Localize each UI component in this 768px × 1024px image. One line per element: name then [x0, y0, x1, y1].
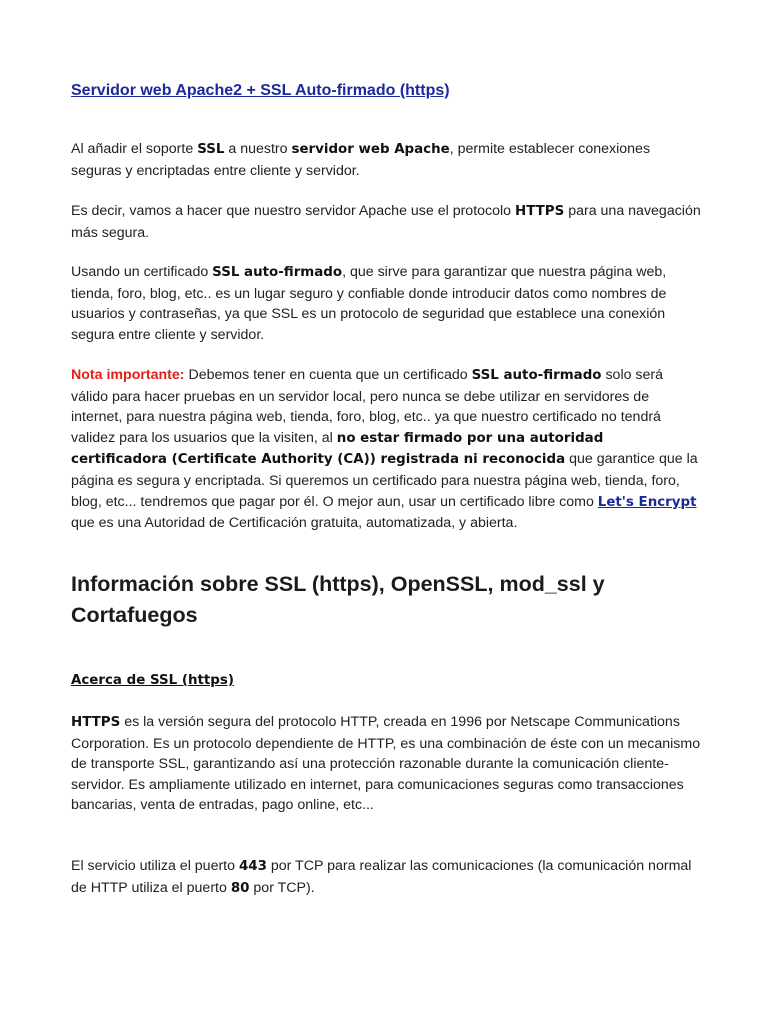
text-span: es la versión segura del protocolo HTTP, creada en 1996 por Netscape Communications Corporation. Es un protocolo dependiente de HTTP, es una combinación de éste con un mecanismo de transporte SSL, garantizando así una protección razonable durante la comunicación cliente-servidor. Es ampliamente utilizado en internet, para comunicaciones seguras como transacciones bancarias, venta de entradas, pago online, etc... [71, 714, 701, 814]
https-paragraph [71, 201, 701, 243]
section-heading: Información sobre SSL (https), OpenSSL, mod_ssl y Cortafuegos [71, 572, 605, 627]
text-span: que garantice que la página es segura y encriptada. Si queremos un certificado para nuestra página web, tienda, foro, blog, etc... tendremos que pagar por él. O mejor aun, usar un certificado libre como [71, 451, 698, 510]
note-label: Nota importante: [71, 367, 185, 383]
text-span: por TCP). [249, 879, 315, 896]
bold-https: HTTPS [515, 204, 565, 219]
text-span: Al añadir el soporte [71, 141, 198, 157]
bold-https: HTTPS [71, 715, 121, 730]
text-span: por TCP para realizar las comunicaciones (la comunicación normal de HTTP utiliza el puerto [71, 858, 692, 896]
text-span: para una navegación más segura. [71, 203, 701, 241]
certificate-paragraph [71, 262, 701, 345]
page-title[interactable]: Servidor web Apache2 + SSL Auto-firmado (https) [71, 82, 450, 99]
note-paragraph [71, 365, 701, 534]
bold-ssl-auto: SSL auto-firmado [212, 265, 343, 280]
port-paragraph [71, 856, 701, 899]
text-span: Debemos tener en cuenta que un certificado [184, 367, 472, 383]
lets-encrypt-link[interactable]: Let's Encrypt [597, 494, 697, 510]
bold-ssl: SSL [197, 142, 225, 157]
bold-not-signed: no estar firmado por una autoridad certificadora (Certificate Authority (CA)) registrada ni reconocida [71, 430, 604, 468]
text-span: El servicio utiliza el puerto [71, 858, 239, 874]
bold-port-80: 80 [230, 880, 250, 896]
text-span: que es una Autoridad de Certificación gratuita, automatizada, y abierta. [71, 515, 518, 532]
text-span: , permite establecer conexiones seguras y encriptadas entre cliente y servidor. [71, 141, 651, 179]
bold-port-443: 443 [238, 859, 267, 874]
intro-paragraph [71, 139, 701, 181]
text-span: , que sirve para garantizar que nuestra página web, tienda, foro, blog, etc.. es un lugar seguro y confiable donde introducir datos como nombres de usuarios y contraseñas, ya que SSL es un protocolo de seguridad que establece una conexión segura entre cliente y servidor. [71, 264, 667, 343]
text-span: solo será válido para hacer pruebas en un servidor local, pero nunca se debe utilizar en servidores de internet, para nuestra página web, tienda, foro, blog, etc.. ya que nuestro certificado no tendrá validez para los usuarios que la visiten, al [71, 367, 664, 446]
subsection-heading: Acerca de SSL (https) [71, 673, 234, 688]
bold-ssl-auto: SSL auto-firmado [471, 368, 602, 383]
text-span: Es decir, vamos a hacer que nuestro servidor Apache use el protocolo [71, 203, 516, 219]
text-span: Usando un certificado [71, 264, 213, 280]
bold-apache: servidor web Apache [291, 142, 450, 157]
text-span: a nuestro [224, 141, 292, 157]
https-definition-paragraph [71, 712, 701, 816]
